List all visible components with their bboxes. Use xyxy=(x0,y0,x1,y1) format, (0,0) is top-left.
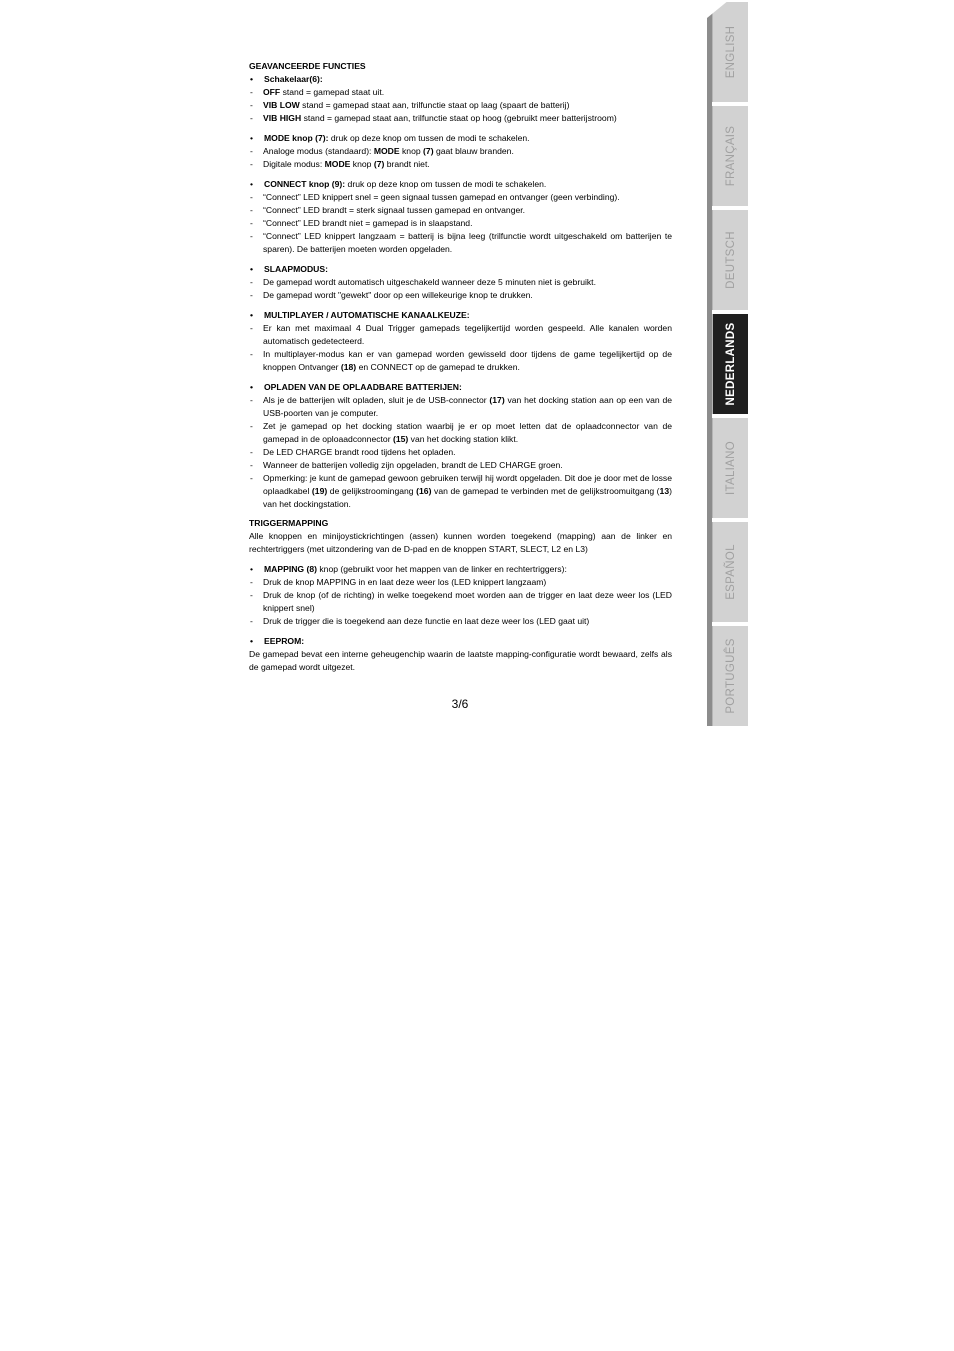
item-bold: VIB LOW xyxy=(263,100,300,110)
mapping-title-rest: knop (gebruikt voor het mappen van de linker en rechtertriggers): xyxy=(317,564,567,574)
text: Digitale modus: xyxy=(263,159,325,169)
mode-title-rest: druk op deze knop om tussen de modi te schakelen. xyxy=(328,133,530,143)
connect-title-bold: CONNECT knop (9): xyxy=(264,179,346,189)
triggermapping-intro: Alle knoppen en minijoystickrichtingen (assen) kunnen worden toegekend (mapping) aan de linker en rechtertriggers (met uitzondering van de D-pad en de knoppen START, SLECT, L2 en L3) xyxy=(249,531,672,554)
item-text: stand = gamepad staat uit. xyxy=(280,87,385,97)
text: Zet je gamepad op het docking station waarbij je er op moet letten dat de oplaadconnector van de gamepad in de oploaadconnector xyxy=(263,421,672,444)
tab-label: PORTUGUÊS xyxy=(724,638,737,714)
text: de gelijkstroomingang xyxy=(327,486,417,496)
item-text: stand = gamepad staat aan, trilfunctie staat op hoog (gebruikt meer batterijstroom) xyxy=(301,113,617,123)
connect-title-rest: druk op deze knop om tussen de modi te schakelen. xyxy=(345,179,547,189)
list-item xyxy=(249,99,672,112)
text-bold: MODE xyxy=(324,159,351,169)
text: van het docking station klikt. xyxy=(408,434,519,444)
list-item: - De LED CHARGE brandt rood tijdens het opladen. xyxy=(249,446,672,459)
triggermapping-heading: TRIGGERMAPPING xyxy=(249,518,329,528)
eeprom-text: De gamepad bevat een interne geheugenchip waarin de laatste mapping-configuratie wordt bewaard, zelfs als de gamepad wordt uitgezet. xyxy=(249,649,672,672)
tab-deutsch[interactable] xyxy=(712,210,748,310)
text-bold: (18) xyxy=(340,362,357,372)
list-item: - “Connect” LED knippert langzaam = batterij is bijna leeg (trilfunctie wordt uitgeschakeld om batterijen te sparen). De batterijen moeten worden opgeladen. xyxy=(249,230,672,256)
list-item: - De gamepad wordt "gewekt" door op een willekeurige knop te drukken. xyxy=(249,289,672,302)
tab-label: FRANÇAIS xyxy=(724,125,737,187)
list-item xyxy=(249,394,672,420)
list-item xyxy=(249,472,672,511)
list-item: - Er kan met maximaal 4 Dual Trigger gamepads tegelijkertijd worden gespeeld. Alle kanalen worden automatisch gedetecteerd. xyxy=(249,322,672,348)
tab-label: ESPAÑOL xyxy=(724,544,737,600)
text-bold: (16) xyxy=(416,486,432,496)
sleep-title: • SLAAPMODUS: xyxy=(249,263,672,276)
section-heading-advanced-features: GEAVANCEERDE FUNCTIES xyxy=(249,61,366,71)
list-item: - “Connect” LED brandt niet = gamepad is in slaapstand. xyxy=(249,217,672,230)
tab-espanol[interactable] xyxy=(712,522,748,622)
charging-title: • OPLADEN VAN DE OPLAADBARE BATTERIJEN: xyxy=(249,381,672,394)
list-item: - “Connect” LED knippert snel = geen signaal tussen gamepad en ontvanger (geen verbinding). xyxy=(249,191,672,204)
mapping-title-bold: MAPPING (8) xyxy=(264,564,317,574)
text: en CONNECT op de gamepad te drukken. xyxy=(356,362,520,372)
text: van de gamepad te verbinden met de gelijkstroomuitgang ( xyxy=(431,486,660,496)
text-bold: (15) xyxy=(392,434,409,444)
tab-portugues[interactable] xyxy=(712,626,748,726)
text: Analoge modus (standaard): xyxy=(263,146,374,156)
text-bold: 13 xyxy=(659,486,670,496)
list-item xyxy=(249,145,672,158)
page-number: 3/6 xyxy=(451,697,469,711)
manual-content xyxy=(249,60,672,674)
mapping-title xyxy=(249,563,672,576)
text: Als je de batterijen wilt opladen, sluit je de USB-connector xyxy=(263,395,490,405)
text-bold: (17) xyxy=(489,395,505,405)
text: van het docking station aan op een van de USB-poorten van je computer. xyxy=(263,395,672,418)
tab-label: ENGLISH xyxy=(724,25,737,79)
tab-francais[interactable] xyxy=(712,106,748,206)
text-bold: (19) xyxy=(311,486,328,496)
tab-nederlands[interactable] xyxy=(712,314,748,414)
tab-label: DEUTSCH xyxy=(724,231,737,289)
text-bold: (7) xyxy=(373,159,385,169)
text: brandt niet. xyxy=(384,159,430,169)
switch-title: • Schakelaar(6): xyxy=(249,73,672,86)
tab-corner-notch xyxy=(707,0,729,18)
text: gaat blauw branden. xyxy=(433,146,514,156)
text: In multiplayer-modus kan er van gamepad worden gewisseld door tijdens de game tegelijkertijd op de knoppen Ontvanger xyxy=(263,349,672,372)
tab-italiano[interactable] xyxy=(712,418,748,518)
text: Opmerking: je kunt de gamepad gewoon gebruiken terwijl hij wordt opgeladen. Dit doe je door met de losse oplaadkabel xyxy=(263,473,672,496)
list-item xyxy=(249,158,672,171)
mode-title xyxy=(249,132,672,145)
item-bold: VIB HIGH xyxy=(263,113,302,123)
list-item xyxy=(249,420,672,446)
list-item: - “Connect” LED brandt = sterk signaal tussen gamepad en ontvanger. xyxy=(249,204,672,217)
list-item: - Druk de trigger die is toegekend aan deze functie en laat deze weer los (LED gaat uit) xyxy=(249,615,672,628)
connect-title xyxy=(249,178,672,191)
list-item xyxy=(249,112,672,125)
list-item xyxy=(249,348,672,374)
tab-label: NEDERLANDS xyxy=(724,322,737,406)
text: knop xyxy=(399,146,424,156)
text-bold: MODE xyxy=(373,146,400,156)
list-item: - Wanneer de batterijen volledig zijn opgeladen, brandt de LED CHARGE groen. xyxy=(249,459,672,472)
list-item xyxy=(249,86,672,99)
item-bold: OFF xyxy=(263,87,281,97)
eeprom-title: • EEPROM: xyxy=(249,635,672,648)
list-item: - De gamepad wordt automatisch uitgeschakeld wanneer deze 5 minuten niet is gebruikt. xyxy=(249,276,672,289)
list-item: - Druk de knop MAPPING in en laat deze weer los (LED knippert langzaam) xyxy=(249,576,672,589)
text-bold: (7) xyxy=(423,146,434,156)
item-text: stand = gamepad staat aan, trilfunctie staat op laag (spaart de batterij) xyxy=(299,100,570,110)
text: ) van het dockingstation. xyxy=(263,486,672,509)
list-item: - Druk de knop (of de richting) in welke toegekend moet worden aan de trigger en laat deze weer los (LED knippert snel) xyxy=(249,589,672,615)
mode-title-bold: MODE knop (7): xyxy=(264,133,329,143)
tab-label: ITALIANO xyxy=(724,441,737,495)
text: knop xyxy=(350,159,374,169)
multiplayer-title: • MULTIPLAYER / AUTOMATISCHE KANAALKEUZE: xyxy=(249,309,672,322)
